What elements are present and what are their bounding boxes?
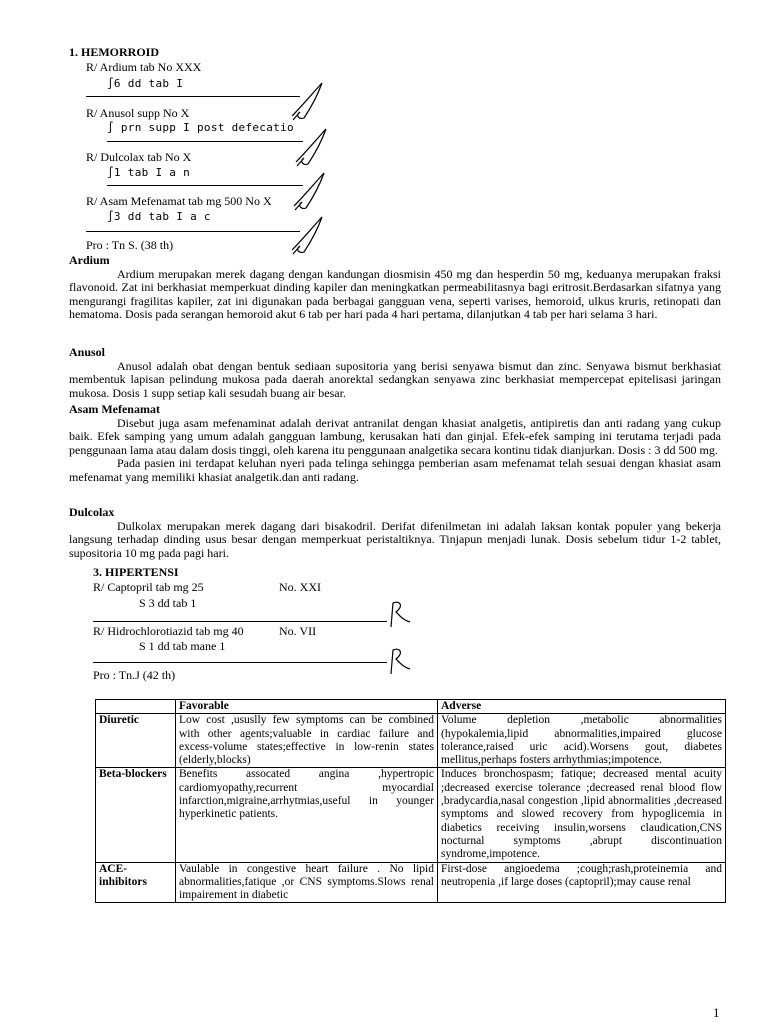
section-anusol [69, 346, 721, 400]
signature-rule [86, 96, 300, 97]
prescription-qty: No. VII [279, 624, 317, 638]
signature-rule [93, 621, 387, 622]
section-dulcolax [69, 506, 721, 560]
table-header-row [96, 700, 726, 714]
prescription-signa: ∫6 dd tab I [107, 77, 184, 90]
table-cell-favorable: Benefits assocated angina ,hypertropic cardiomyopathy,recurrent myocardial infarction,migraine,arrhytmias,useful in younger hyperkinetic patients. [176, 768, 438, 862]
prescription-qty: No. XXI [279, 580, 321, 594]
section-heading-hemorroid: 1. HEMORROID [69, 45, 159, 59]
prescription-signa: ∫1 tab I a n [107, 166, 191, 179]
page-number: 1 [713, 1005, 720, 1020]
antihypertensive-comparison-table [95, 699, 726, 903]
signature-mark-icon [292, 126, 332, 168]
table-cell-favorable: Vaulable in congestive heart failure . No lipid abnormalities,fatique ,or CNS symptoms.Slows renal impairement in diabetic [176, 862, 438, 903]
section-asam-mefenamat [69, 403, 721, 485]
signature-rule [93, 662, 387, 663]
section-paragraph: Ardium merupakan merek dagang dengan kandungan diosmisin 450 mg dan hesperdin 50 mg, keduanya merupakan fraksi flavonoid. Zat ini berkhasiat memperkuat dinding kapiler dan meningkatkan permeabilitasnya bagi eritrosit.Berdasarkan sifatnya yang mengurangi fragilitas kapiler, zat ini digunakan pada berbagai gangguan vena, seperti varises, hemoroid, ulkus kruris, retinopati dan hematoma. Dosis pada serangan hemoroid akut 6 tab per hari pada 4 hari pertama, dilanjutkan 4 tab per hari selama 3 hari. [69, 266, 721, 322]
section-title: Anusol [69, 345, 106, 359]
section-title: Ardium [69, 253, 110, 267]
section-paragraph: Dulkolax merupakan merek dagang dari bisakodril. Derifat difenilmetan ini adalah laksan kontak populer yang bekerja langsung terhadap dinding usus besar dengan memperkuat peristaltiknya. Tinjapun menjadi lunak. Dosis sebelum tidur 1-2 tablet, supositoria 10 mg pada pagi hari. [69, 518, 721, 560]
section-title: Asam Mefenamat [69, 402, 160, 416]
section-ardium [69, 254, 721, 322]
section-paragraph: Anusol adalah obat dengan bentuk sediaan supositoria yang berisi senyawa bismut dan zinc. Senyawa bismut berkhasiat membentuk lapisan pelindung mukosa pada daerah anorektal sedangkan senyawa zinc berkhasiat mempercepat epitelisasi jaringan mukosa. Dosis 1 supp setiap kali sesudah buang air besar. [69, 358, 721, 400]
section-paragraph: Pada pasien ini terdapat keluhan nyeri pada telinga sehingga pemberian asam mefenamat telah sesuai dengan khasiat asam mefenamat yang memiliki khasiat analgetik.dan anti radang. [69, 456, 721, 484]
prescription-signa: ∫3 dd tab I a c [107, 210, 211, 223]
prescription-drug: R/ Hidrochlorotiazid tab mg 40 [93, 624, 244, 638]
patient-pro: Pro : Tn S. (38 th) [86, 238, 174, 252]
table-cell-favorable: Low cost ,ususlly few symptoms can be combined with other agents;valuable in cardiac failure and excess-volume states;effective in low-renin states (elderly,blocks) [176, 714, 438, 768]
table-row [96, 862, 726, 903]
signature-rule [107, 141, 303, 142]
prescription-signa: S 3 dd tab 1 [139, 596, 197, 610]
table-row [96, 768, 726, 862]
section-heading-hipertensi: 3. HIPERTENSI [93, 565, 179, 579]
table-header-cell: Favorable [176, 700, 438, 714]
table-row-drug: Beta-blockers [96, 768, 176, 862]
patient-pro: Pro : Tn.J (42 th) [93, 668, 176, 682]
signature-rule [107, 185, 303, 186]
prescription-line: R/ Dulcolax tab No X [86, 150, 192, 164]
table-row-drug: Diuretic [96, 714, 176, 768]
table-row-drug: ACE-inhibitors [96, 862, 176, 903]
signature-initial-icon [386, 600, 412, 628]
table-cell-adverse: Volume depletion ,metabolic abnormalities (hypokalemia,lipid abnormalities,impaired glucose tolerance,raised uric acid).Worsens gout, diabetes mellitus,perhaps fosters arrhythmias;impotence. [438, 714, 726, 768]
table-header-cell [96, 700, 176, 714]
signature-mark-icon [290, 170, 330, 212]
prescription-line: R/ Ardium tab No XXX [86, 60, 202, 74]
signature-initial-icon [386, 647, 412, 675]
prescription-line: R/ Asam Mefenamat tab mg 500 No X [86, 194, 272, 208]
signature-mark-icon [288, 80, 328, 122]
table-header-cell: Adverse [438, 700, 726, 714]
prescription-line: R/ Anusol supp No X [86, 106, 190, 120]
prescription-signa: S 1 dd tab mane 1 [139, 639, 226, 653]
table-row [96, 714, 726, 768]
table-cell-adverse: First-dose angioedema ;cough;rash,proteinemia and neutropenia ,if large doses (captopril);may cause renal [438, 862, 726, 903]
prescription-drug: R/ Captopril tab mg 25 [93, 580, 204, 594]
section-paragraph: Disebut juga asam mefenaminat adalah derivat antranilat dengan khasiat analgetis, antipiretis dan anti radang yang cukup baik. Efek samping yang umum adalah gangguan lambung, kerusakan hati dan ginjal. Efek-efek samping ini terutama terjadi pada penggunaan lama atau dalam dosis tinggi, oleh karena itu penggunaan analgetika secara kontinu tidak dianjurkan. Dosis : 3 dd 500 mg. [69, 415, 721, 457]
table-cell-adverse: Induces bronchospasm; fatique; decreased mental acuity ;decreased exercise tolerance ;decreased renal blood flow ,bradycardia,nasal congestion ,lipid abnormalities ,decreased symptoms and slowed recovery from hypoglicemia in diabetics receiving insulin,worsens claudication,CNS nocturnal symptoms ,abrupt discontinuation syndrome,impotence. [438, 768, 726, 862]
prescription-signa: ∫ prn supp I post defecatio [107, 121, 294, 134]
section-title: Dulcolax [69, 505, 115, 519]
signature-rule [86, 231, 300, 232]
signature-mark-icon [288, 214, 328, 256]
